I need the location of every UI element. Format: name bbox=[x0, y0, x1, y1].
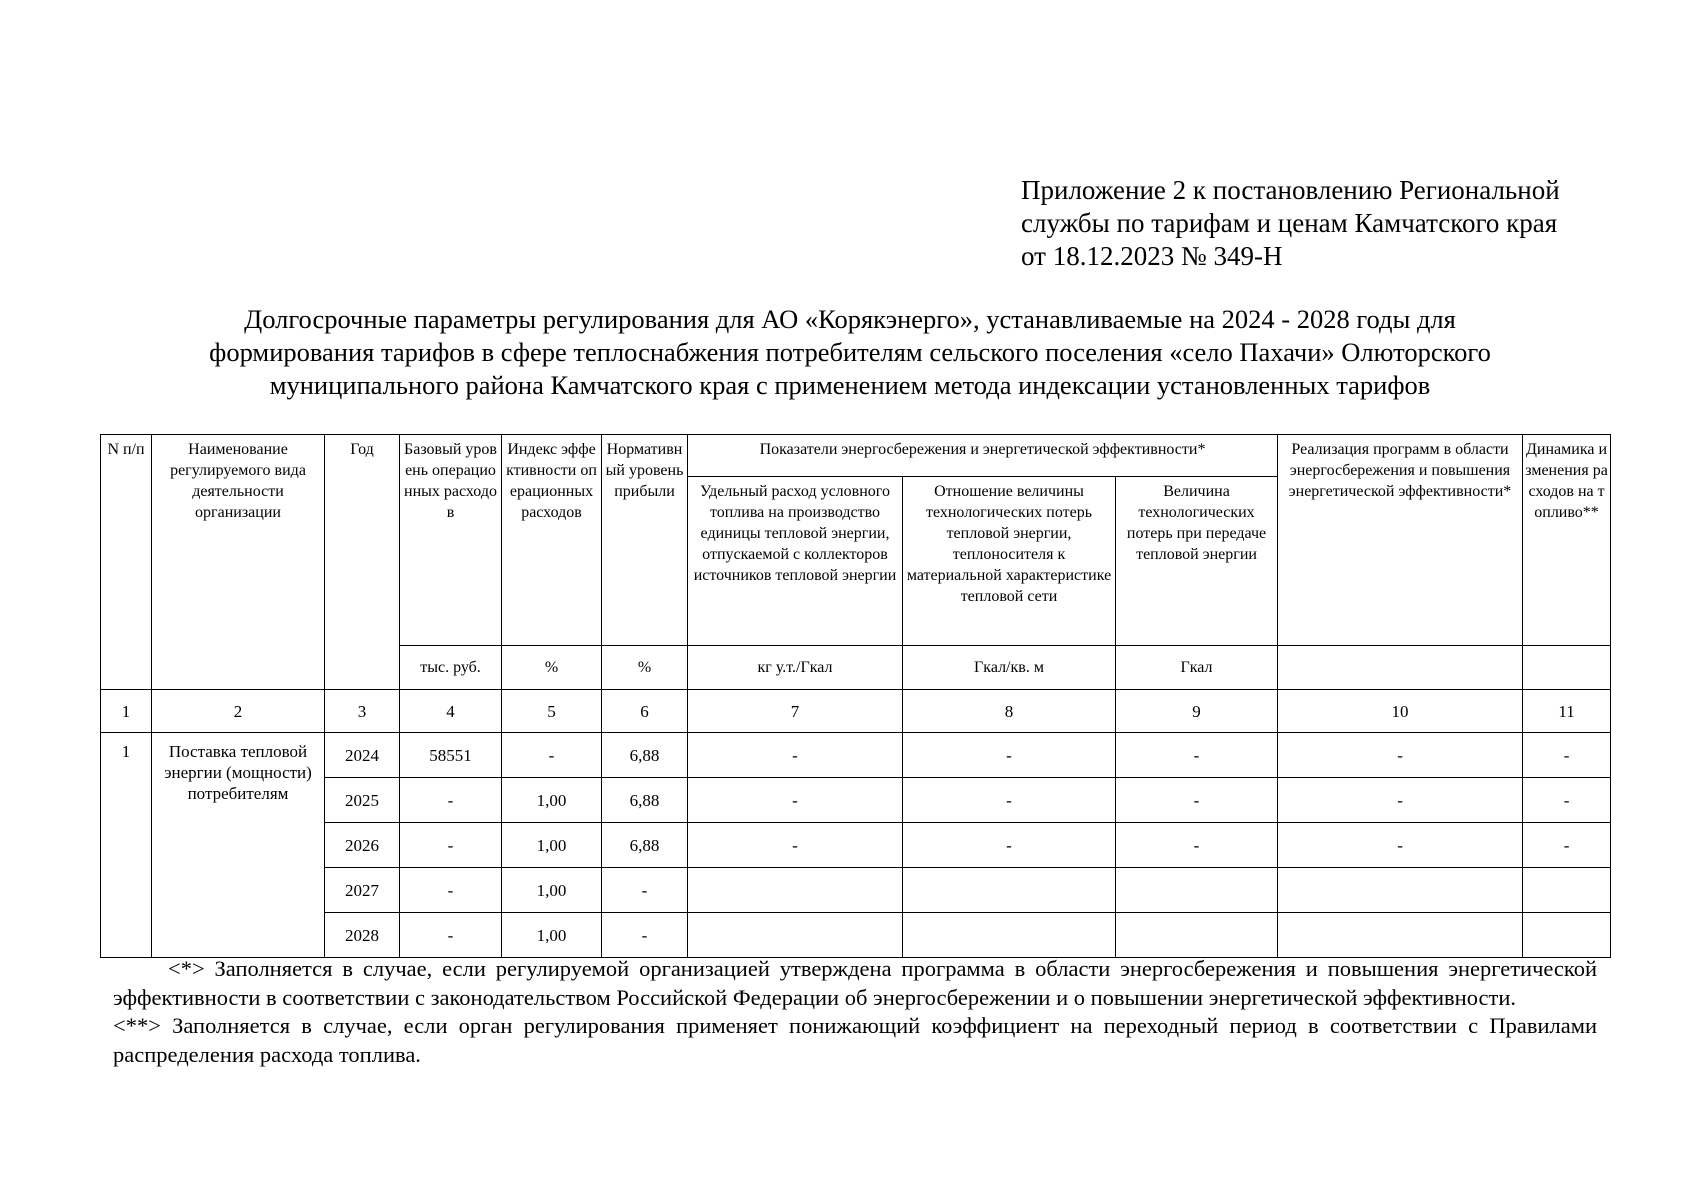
header-normative-profit: Нормативный уровень прибыли bbox=[602, 435, 688, 646]
cell-year: 2024 bbox=[325, 733, 400, 778]
cell-normative-profit: - bbox=[602, 868, 688, 913]
cell-normative-profit: 6,88 bbox=[602, 733, 688, 778]
cell-technological-losses: - bbox=[1116, 823, 1278, 868]
cell-base-opex: - bbox=[400, 778, 502, 823]
cell-efficiency-index: 1,00 bbox=[502, 868, 602, 913]
header-year: Год bbox=[325, 435, 400, 690]
cell-technological-losses bbox=[1116, 868, 1278, 913]
column-number: 5 bbox=[502, 690, 602, 733]
footnotes bbox=[113, 955, 1597, 1069]
cell-efficiency-index: - bbox=[502, 733, 602, 778]
unit-base-opex: тыс. руб. bbox=[400, 646, 502, 690]
cell-fuel-dynamics bbox=[1523, 868, 1611, 913]
column-number: 7 bbox=[688, 690, 903, 733]
column-number: 8 bbox=[903, 690, 1116, 733]
appendix-line-1: Приложение 2 к постановлению Региональной bbox=[1021, 175, 1560, 205]
cell-fuel-consumption bbox=[688, 868, 903, 913]
appendix-line-3: от 18.12.2023 № 349-Н bbox=[1021, 241, 1283, 271]
cell-normative-profit: - bbox=[602, 913, 688, 958]
cell-fuel-consumption: - bbox=[688, 733, 903, 778]
header-technological-losses: Величина технологических потерь при передаче тепловой энергии bbox=[1116, 477, 1278, 646]
cell-energy-programs: - bbox=[1278, 733, 1523, 778]
appendix-caption bbox=[1021, 174, 1621, 273]
cell-fuel-dynamics: - bbox=[1523, 778, 1611, 823]
cell-year: 2028 bbox=[325, 913, 400, 958]
cell-fuel-dynamics: - bbox=[1523, 733, 1611, 778]
cell-year: 2027 bbox=[325, 868, 400, 913]
cell-fuel-consumption: - bbox=[688, 778, 903, 823]
column-number: 6 bbox=[602, 690, 688, 733]
header-n: N п/п bbox=[101, 435, 152, 690]
cell-year: 2026 bbox=[325, 823, 400, 868]
header-fuel-dynamics: Динамика изменения расходов на топливо** bbox=[1523, 435, 1611, 646]
unit-energy-programs bbox=[1278, 646, 1523, 690]
column-number: 3 bbox=[325, 690, 400, 733]
cell-technological-losses bbox=[1116, 913, 1278, 958]
unit-losses-ratio: Гкал/кв. м bbox=[903, 646, 1116, 690]
title-line-2: формирования тарифов в сфере теплоснабжения потребителям сельского поселения «село Пахачи» Олюторского bbox=[209, 337, 1491, 367]
cell-technological-losses: - bbox=[1116, 778, 1278, 823]
unit-technological-losses: Гкал bbox=[1116, 646, 1278, 690]
cell-losses-ratio: - bbox=[903, 823, 1116, 868]
column-number: 11 bbox=[1523, 690, 1611, 733]
cell-losses-ratio: - bbox=[903, 778, 1116, 823]
column-number: 2 bbox=[152, 690, 325, 733]
cell-energy-programs: - bbox=[1278, 823, 1523, 868]
footnote-double-asterisk: <**> Заполняется в случае, если орган регулирования применяет понижающий коэффициент на переходный период в соответствии с Правилами распределения расхода топлива. bbox=[113, 1013, 1597, 1067]
header-fuel-consumption: Удельный расход условного топлива на производство единицы тепловой энергии, отпускаемой с коллекторов источников тепловой энергии bbox=[688, 477, 903, 646]
column-number: 4 bbox=[400, 690, 502, 733]
header-losses-ratio: Отношение величины технологических потерь тепловой энергии, теплоносителя к материальной характеристике тепловой сети bbox=[903, 477, 1116, 646]
cell-efficiency-index: 1,00 bbox=[502, 913, 602, 958]
appendix-line-2: службы по тарифам и ценам Камчатского края bbox=[1021, 208, 1558, 238]
header-activity-name: Наименование регулируемого вида деятельности организации bbox=[152, 435, 325, 690]
cell-base-opex: - bbox=[400, 913, 502, 958]
cell-efficiency-index: 1,00 bbox=[502, 778, 602, 823]
unit-efficiency-index: % bbox=[502, 646, 602, 690]
column-number: 9 bbox=[1116, 690, 1278, 733]
cell-normative-profit: 6,88 bbox=[602, 823, 688, 868]
row-activity-name: Поставка тепловой энергии (мощности) потребителям bbox=[152, 733, 325, 958]
cell-energy-programs: - bbox=[1278, 778, 1523, 823]
cell-technological-losses: - bbox=[1116, 733, 1278, 778]
footnote-single-asterisk: <*> Заполняется в случае, если регулируемой организацией утверждена программа в области энергосбережения и повышения энергетической эффективности в соответствии с законодательством Российской Федерации об энергосбережении и о повышении энергетической эффективности. bbox=[113, 956, 1597, 1010]
column-number: 10 bbox=[1278, 690, 1523, 733]
document-title bbox=[100, 303, 1600, 402]
cell-base-opex: - bbox=[400, 868, 502, 913]
parameters-table bbox=[100, 434, 1611, 958]
cell-fuel-consumption bbox=[688, 913, 903, 958]
cell-energy-programs bbox=[1278, 913, 1523, 958]
unit-normative-profit: % bbox=[602, 646, 688, 690]
cell-losses-ratio bbox=[903, 868, 1116, 913]
row-number: 1 bbox=[101, 733, 152, 958]
header-efficiency-index: Индекс эффективности операционных расходов bbox=[502, 435, 602, 646]
header-base-opex: Базовый уровень операционных расходов bbox=[400, 435, 502, 646]
cell-year: 2025 bbox=[325, 778, 400, 823]
header-energy-efficiency-group: Показатели энергосбережения и энергетической эффективности* bbox=[688, 435, 1278, 477]
title-line-1: Долгосрочные параметры регулирования для АО «Корякэнерго», устанавливаемые на 2024 - 2028 годы для bbox=[244, 304, 1456, 334]
unit-fuel-dynamics bbox=[1523, 646, 1611, 690]
header-energy-programs: Реализация программ в области энергосбережения и повышения энергетической эффективности* bbox=[1278, 435, 1523, 646]
cell-normative-profit: 6,88 bbox=[602, 778, 688, 823]
title-line-3: муниципального района Камчатского края с применением метода индексации установленных тарифов bbox=[269, 370, 1431, 400]
cell-fuel-dynamics: - bbox=[1523, 823, 1611, 868]
cell-base-opex: - bbox=[400, 823, 502, 868]
cell-losses-ratio bbox=[903, 913, 1116, 958]
cell-fuel-dynamics bbox=[1523, 913, 1611, 958]
cell-base-opex: 58551 bbox=[400, 733, 502, 778]
cell-losses-ratio: - bbox=[903, 733, 1116, 778]
cell-efficiency-index: 1,00 bbox=[502, 823, 602, 868]
unit-fuel-consumption: кг у.т./Гкал bbox=[688, 646, 903, 690]
cell-fuel-consumption: - bbox=[688, 823, 903, 868]
column-number: 1 bbox=[101, 690, 152, 733]
cell-energy-programs bbox=[1278, 868, 1523, 913]
